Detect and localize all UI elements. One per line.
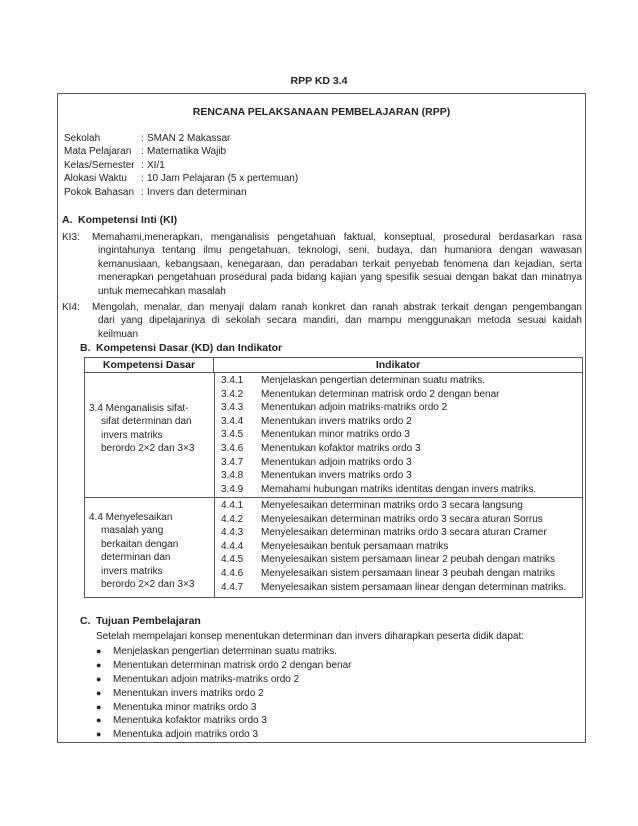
ki-key: KI4: (62, 302, 80, 313)
ki-line: keilmuan (98, 328, 139, 340)
section-b-heading (80, 342, 282, 355)
indicator-code: 3.4.5 (221, 429, 244, 441)
indicator-code: 3.4.9 (221, 483, 244, 495)
kd-line: berordo 2×2 dan 3×3 (101, 578, 195, 590)
objectives-list (96, 645, 351, 742)
rpp-frame (57, 93, 586, 743)
ki-line: dari yang dipelajarinya di sekolah secara mandiri, dan mampu menggunakan metoda sesuai kaidah (98, 315, 582, 327)
indicator-text: Menyelesaikan determinan matriks ordo 3 secara langsung (261, 500, 523, 511)
identity-label: Sekolah (64, 133, 101, 144)
objective-text: Menentukan determinan matrisk ordo 2 dengan benar (113, 659, 352, 671)
ki-key: KI3: (62, 232, 80, 243)
objectives-intro: Setelah mempelajari konsep menentukan determinan dan invers diharapkan peserta didik dapat: (96, 631, 525, 642)
indicator-code: 3.4.2 (221, 388, 244, 400)
indicator-row (215, 428, 583, 442)
objective-text: Menentuka minor matriks ordo 3 (113, 701, 257, 713)
ki3-paragraph (62, 231, 582, 298)
identity-row (64, 159, 298, 172)
section-a-heading (62, 214, 177, 227)
indicator-text: Menyelesaikan sistem persamaan linear 3 peubah dengan matriks (261, 567, 556, 579)
indicator-text: Menyelesaikan determinan matriks ordo 3 secara aturan Sorrus (261, 513, 543, 525)
identity-separator: : (141, 146, 144, 158)
indicator-row (215, 581, 583, 595)
list-item (96, 714, 351, 728)
indicator-text: Menyelesaikan bentuk persamaan matriks (261, 540, 449, 552)
indicator-text: Menentukan determinan matrisk ordo 2 dengan benar (261, 388, 500, 400)
plan-title: RENCANA PELAKSANAAN PEMBELAJARAN (RPP) (192, 106, 451, 118)
indicator-row (215, 401, 583, 415)
section-number: C. (80, 615, 91, 627)
indicator-text: Menentukan minor matriks ordo 3 (261, 429, 410, 441)
identity-label: Pokok Bahasan (64, 186, 135, 198)
indicator-text: Menyelesaikan determinan matriks ordo 3 secara aturan Cramer (261, 527, 547, 539)
indicator-row (215, 374, 583, 388)
kd-line: berordo 2×2 dan 3×3 (101, 443, 195, 455)
indicator-row (215, 469, 583, 483)
indicator-text: Menentukan adjoin matriks ordo 3 (261, 456, 412, 468)
identity-value: XI/1 (147, 159, 165, 171)
identity-label: Alokasi Waktu (64, 173, 127, 185)
bullet-icon: ● (96, 673, 102, 684)
indicator-code: 4.4.7 (221, 581, 244, 593)
list-item (96, 687, 351, 701)
indicator-row (215, 540, 583, 554)
kd-line: masalah yang (101, 525, 164, 537)
indicator-row (215, 513, 583, 527)
kd-3-4-cell (89, 402, 211, 456)
indicator-code: 4.4.6 (221, 567, 244, 579)
table-header (85, 358, 582, 373)
kd-line: determinan dan (101, 552, 171, 564)
identity-label: Kelas/Semester (64, 159, 135, 171)
identity-label: Mata Pelajaran (64, 146, 132, 158)
kd-indicator-table (84, 357, 583, 598)
indicator-row (215, 388, 583, 402)
identity-row (64, 172, 298, 185)
objective-text: Menentuka adjoin matriks ordo 3 (113, 729, 259, 741)
objective-text: Menentukan adjoin matriks-matriks ordo 2 (113, 673, 300, 685)
section-c-heading (80, 615, 201, 628)
indicator-list-4-4 (215, 499, 583, 594)
indicator-text: Menjelaskan pengertian determinan suatu matriks. (261, 375, 486, 386)
list-item (96, 701, 351, 715)
indicator-row (215, 567, 583, 581)
indicator-text: Menyelesaikan sistem persamaan linear dengan determinan matriks. (261, 581, 567, 593)
kd-line: 3.4 Menganalisis sifat- (89, 403, 189, 414)
kd-line: invers matriks (101, 429, 163, 441)
ki-line: kemanusiaan, kebangsaan, kenegaraan, dan peradaban terkait penyebab fenomena dan kejadian, serta (98, 258, 582, 270)
ki-line: Memahami,menerapkan, menganalisis pengetahuan faktual, konseptual, prosedural berdasarkan rasa (92, 232, 582, 243)
kd-line: sifat determinan dan (101, 416, 192, 428)
identity-value: Invers dan determinan (147, 186, 247, 198)
ki-line: ingintahunya tentang ilmu pengetahuan, teknologi, seni, budaya, dan humaniora dengan wawasan (98, 245, 582, 257)
indicator-code: 4.4.1 (221, 500, 244, 511)
row-divider (85, 497, 582, 498)
section-title: Kompetensi Dasar (KD) dan Indikator (96, 342, 283, 354)
list-item (96, 673, 351, 687)
identity-value: Matematika Wajib (147, 146, 227, 158)
document-title: RPP KD 3.4 (290, 75, 348, 87)
indicator-code: 4.4.2 (221, 513, 244, 525)
ki-line: Mengolah, menalar, dan menyaji dalam ranah konkret dan ranah abstrak terkait dengan pengembangan (92, 302, 582, 313)
list-item (96, 645, 351, 659)
indicator-code: 3.4.6 (221, 442, 244, 454)
identity-separator: : (141, 186, 144, 198)
column-header-indikator: Indikator (375, 359, 421, 371)
indicator-text: Menentukan kofaktor matriks ordo 3 (261, 442, 421, 454)
bullet-icon: ● (96, 646, 102, 656)
indicator-row (215, 526, 583, 540)
section-title: Tujuan Pembelajaran (96, 615, 201, 627)
column-header-kd: Kompetensi Dasar (85, 358, 214, 373)
identity-separator: : (141, 173, 144, 185)
identity-value: 10 Jam Pelajaran (5 x pertemuan) (147, 173, 299, 185)
section-title: Kompetensi Inti (KI) (78, 214, 178, 226)
indicator-code: 3.4.3 (221, 402, 244, 414)
ki4-paragraph (62, 301, 582, 341)
bullet-icon: ● (96, 729, 102, 740)
indicator-text: Menentukan adjoin matriks-matriks ordo 2 (261, 402, 448, 414)
bullet-icon: ● (96, 715, 102, 726)
identity-block (64, 132, 298, 199)
bullet-icon: ● (96, 701, 102, 712)
identity-separator: : (141, 159, 144, 171)
kd-line: berkaitan dengan (101, 538, 179, 550)
list-item (96, 728, 351, 742)
indicator-row (215, 415, 583, 429)
kd-line: invers matriks (101, 565, 163, 577)
indicator-list-3-4 (215, 374, 583, 496)
identity-row (64, 186, 298, 199)
identity-value: SMAN 2 Makassar (147, 133, 231, 144)
section-number: A. (62, 214, 73, 226)
bullet-icon: ● (96, 687, 102, 698)
objective-text: Menentuka kofaktor matriks ordo 3 (113, 715, 267, 727)
identity-separator: : (141, 133, 144, 144)
section-number: B. (80, 342, 91, 354)
indicator-text: Memahami hubungan matriks identitas dengan invers matriks. (261, 483, 537, 495)
indicator-row (215, 483, 583, 497)
indicator-code: 3.4.7 (221, 456, 244, 468)
identity-row (64, 145, 298, 158)
kd-line: 4.4 Menyelesaikan (89, 512, 173, 523)
indicator-row (215, 553, 583, 567)
bullet-icon: ● (96, 659, 102, 670)
identity-row (64, 132, 298, 145)
objective-text: Menjelaskan pengertian determinan suatu matriks. (113, 646, 338, 657)
indicator-text: Menentukan invers matriks ordo 3 (261, 470, 412, 482)
indicator-code: 3.4.4 (221, 415, 244, 427)
indicator-code: 4.4.4 (221, 540, 244, 552)
list-item (96, 659, 351, 673)
ki-line: menerapkan pengetahuan prosedural pada bidang kajian yang spesifik sesuai dengan bakat dan minatnya (98, 272, 582, 284)
ki-line: untuk memecahkan masalah (98, 285, 226, 297)
indicator-code: 3.4.8 (221, 470, 244, 482)
indicator-text: Menentukan invers matriks ordo 2 (261, 415, 412, 427)
indicator-code: 4.4.5 (221, 554, 244, 566)
kd-4-4-cell (89, 511, 211, 591)
indicator-text: Menyelesaikan sistem persamaan linear 2 peubah dengan matriks (261, 554, 556, 566)
indicator-row (215, 442, 583, 456)
indicator-row (215, 456, 583, 470)
objective-text: Menentukan invers matriks ordo 2 (113, 687, 264, 699)
indicator-code: 4.4.3 (221, 527, 244, 539)
indicator-code: 3.4.1 (221, 375, 244, 386)
indicator-row (215, 499, 583, 513)
